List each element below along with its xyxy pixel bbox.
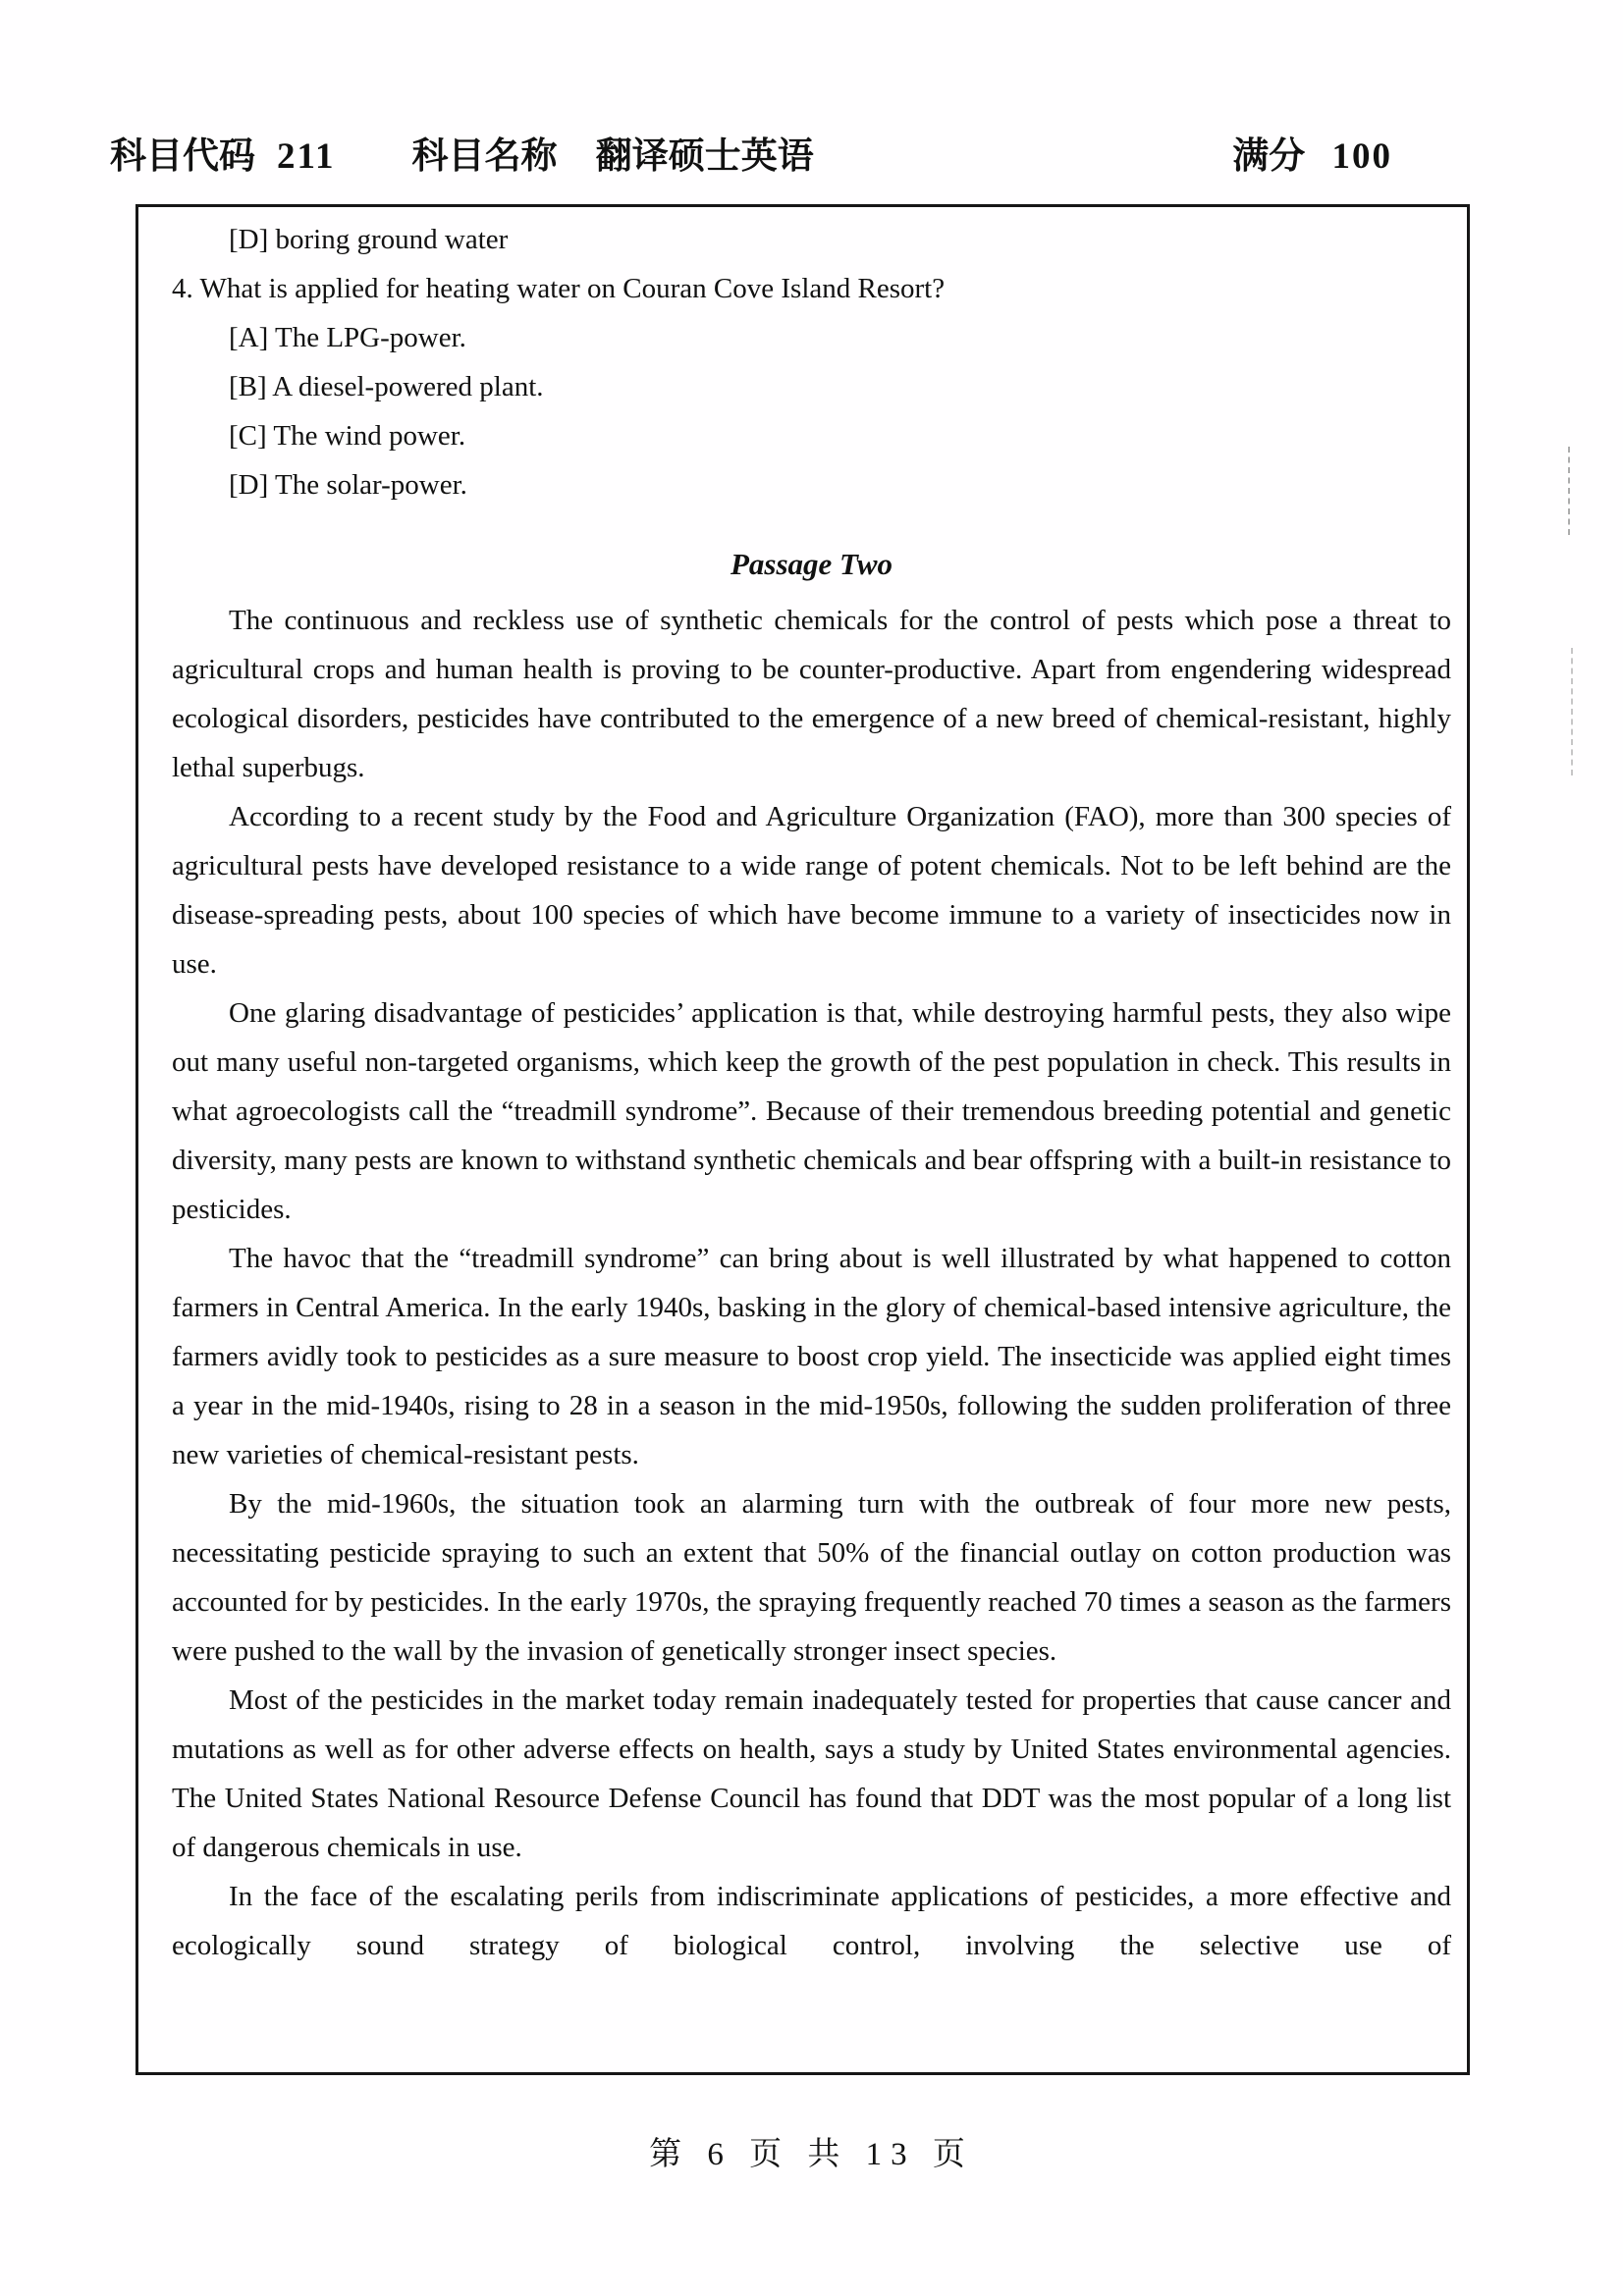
- question-4-option-d: [D] The solar-power.: [229, 469, 467, 501]
- passage-paragraph-4: The havoc that the “treadmill syndrome” can bring about is well illustrated by what happened to cotton farmers in Central America. In the early 1940s, basking in the glory of chemical-based intensive agriculture, the farmers avidly took to pesticides as a sure measure to boost crop yield. The insecticide was applied eight times a year in the mid-1940s, rising to 28 in a season in the mid-1950s, following the sudden proliferation of three new varieties of chemical-resistant pests.: [172, 1243, 1451, 1470]
- subject-code-label: 科目代码: [110, 136, 255, 177]
- page-header: [110, 126, 1392, 179]
- subject-name-label: 科目名称: [411, 136, 558, 177]
- scan-artifact-line: [1568, 447, 1570, 535]
- subject-name-value: 翻译硕士英语: [595, 136, 814, 177]
- question-4-option-a: [A] The LPG-power.: [229, 322, 466, 353]
- full-marks-value: 100: [1331, 136, 1392, 177]
- page-number-text: 第 6 页 共 13 页: [649, 2137, 974, 2172]
- page-footer: [0, 2128, 1623, 2174]
- passage-paragraph-6: Most of the pesticides in the market today remain inadequately tested for properties that cause cancer and mutations as well as for other adverse effects on health, says a study by United States environmental agencies. The United States National Resource Defense Council has found that DDT was the most popular of a long list of dangerous chemicals in use.: [172, 1684, 1451, 1863]
- full-marks-label: 满分: [1232, 136, 1306, 177]
- passage-paragraph-2: According to a recent study by the Food and Agriculture Organization (FAO), more than 300 species of agricultural pests have developed resistance to a wide range of potent chemicals. Not to be left behind are the disease-spreading pests, about 100 species of which have become immune to a variety of insecticides now in use.: [172, 801, 1451, 980]
- passage-paragraph-3: One glaring disadvantage of pesticides’ application is that, while destroying harmful pests, they also wipe out many useful non-targeted organisms, which keep the growth of the pest population in check. This results in what agroecologists call the “treadmill syndrome”. Because of their tremendous breeding potential and genetic diversity, many pests are known to withstand synthetic chemicals and bear offspring with a built-in resistance to pesticides.: [172, 997, 1451, 1225]
- prev-question-option-d: [D] boring ground water: [229, 224, 509, 255]
- question-4-option-c: [C] The wind power.: [229, 420, 466, 452]
- question-4-text: 4. What is applied for heating water on Couran Cove Island Resort?: [172, 273, 946, 304]
- subject-name-group: [411, 126, 813, 179]
- question-4-option-b: [B] A diesel-powered plant.: [229, 371, 544, 402]
- passage-paragraph-1: The continuous and reckless use of synthetic chemicals for the control of pests which pose a threat to agricultural crops and human health is proving to be counter-productive. Apart from engendering widespread ecological disorders, pesticides have contributed to the emergence of a new breed of chemical-resistant, highly lethal superbugs.: [172, 605, 1451, 783]
- subject-code-value: 211: [277, 136, 336, 177]
- passage-paragraph-7: In the face of the escalating perils from indiscriminate applications of pesticides, a more effective and ecologically sound strategy of biological control, involving the selective use of: [172, 1881, 1451, 1961]
- passage-title: Passage Two: [730, 547, 893, 581]
- full-marks-group: [1232, 126, 1392, 179]
- content-box: [135, 204, 1470, 2075]
- scan-artifact-line-2: [1571, 648, 1573, 775]
- passage-paragraph-5: By the mid-1960s, the situation took an alarming turn with the outbreak of four more new pests, necessitating pesticide spraying to such an extent that 50% of the financial outlay on cotton production was accounted for by pesticides. In the early 1970s, the spraying frequently reached 70 times a season as the farmers were pushed to the wall by the invasion of genetically stronger insect species.: [172, 1488, 1451, 1667]
